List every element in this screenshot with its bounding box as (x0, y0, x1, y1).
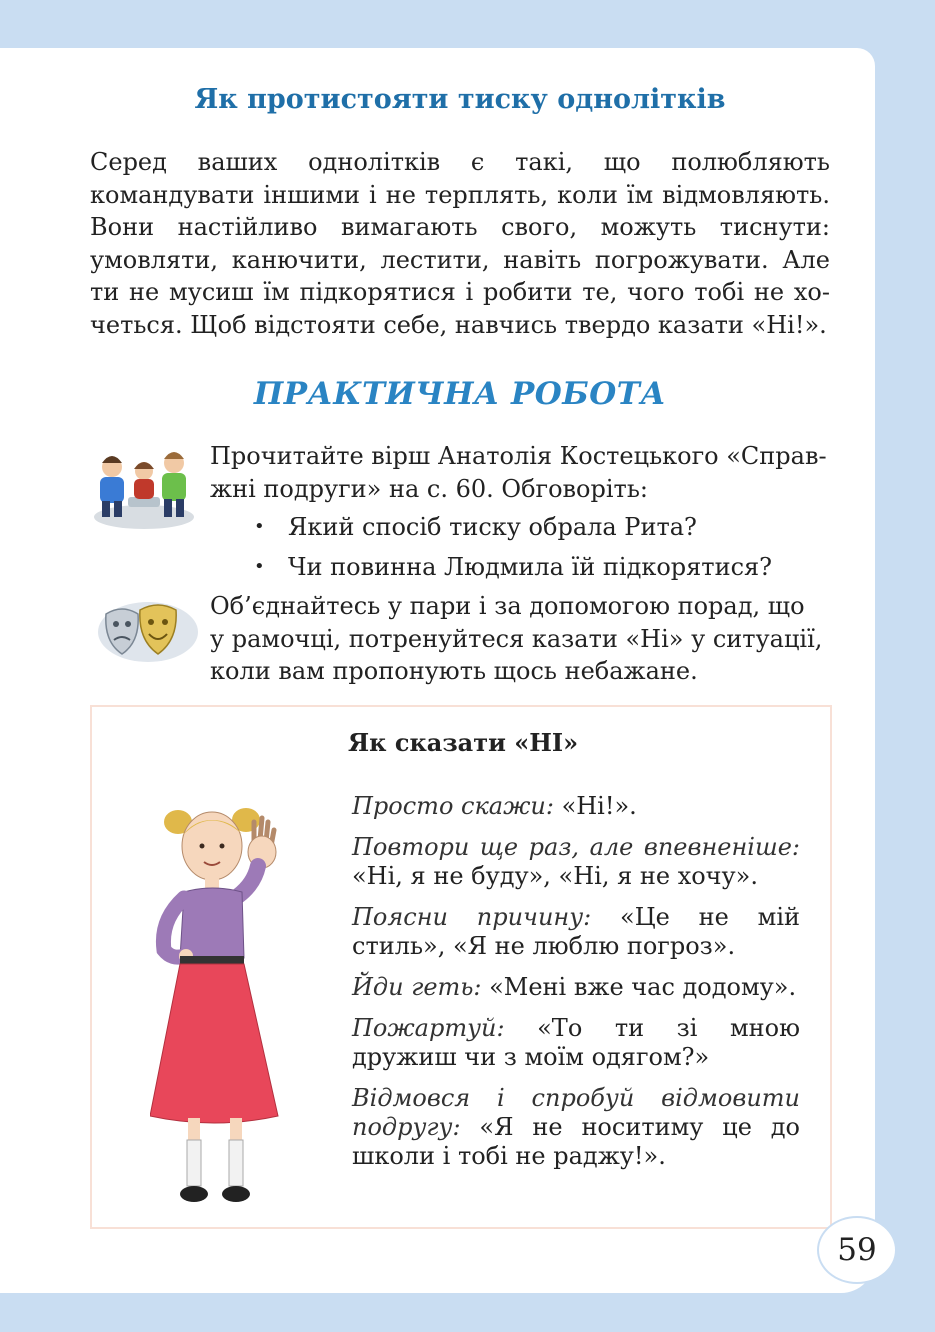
tip-line (352, 833, 800, 862)
task-line: у рамочці, потренуйтеся казати «Ні» у ситуації, (210, 624, 823, 653)
tip-label: Поясни причину: (352, 903, 592, 931)
task-discussion-text (210, 440, 830, 506)
tip-item (352, 792, 800, 821)
tip-text: «То ти зі мною (504, 1014, 800, 1042)
tip-line (352, 1142, 800, 1171)
intro-line: умовляти, канючити, лестити, навіть погрожувати. Але (90, 245, 830, 274)
tip-label: Пожартуй: (352, 1014, 505, 1042)
question-text: Який спосіб тиску обрала Рита? (288, 513, 697, 541)
question-text: Чи повинна Людмила їй підкорятися? (288, 553, 773, 581)
tip-text: «Мені вже час додому». (481, 973, 797, 1001)
bullet-icon: • (254, 556, 265, 577)
task-line: коли вам пропонують щось небажане. (210, 657, 698, 685)
tip-text: «Ні, я не буду», «Ні, я не хочу». (352, 862, 758, 890)
tip-line (352, 932, 800, 961)
girl-illustration-icon (150, 800, 300, 1210)
tip-text: «Ні!». (553, 792, 637, 820)
intro-line: Серед ваших однолітків є такі, що полюбляють (90, 148, 830, 176)
tip-label: Повтори ще раз, але впевненіше: (352, 833, 800, 861)
tip-line (352, 1014, 800, 1043)
tip-text: «Я не носитиму це до (460, 1113, 800, 1141)
tip-item (352, 903, 800, 961)
tips-frame-title: Як сказати «НІ» (348, 728, 579, 757)
task-pair-practice-text (210, 590, 830, 688)
tip-item (352, 1014, 800, 1072)
tip-line (352, 1043, 800, 1072)
tip-text: стиль», «Я не люблю погроз». (352, 932, 736, 960)
task-line: жні подруги» на с. 60. Обговоріть: (210, 475, 648, 503)
tip-label: подругу: (352, 1113, 461, 1141)
tip-label: Відмовся і спробуй відмовити (352, 1084, 800, 1112)
page-number-badge (819, 1218, 895, 1282)
practical-work-heading: ПРАКТИЧНА РОБОТА (253, 376, 667, 412)
tip-item (352, 973, 800, 1002)
tip-text: школи і тобі не раджу!». (352, 1142, 666, 1170)
theatre-masks-icon (92, 596, 200, 668)
tip-line (352, 792, 800, 821)
tip-line (352, 973, 800, 1002)
tip-item (352, 833, 800, 891)
question-list (250, 507, 772, 587)
tips-list (352, 792, 800, 1183)
intro-line: Вони настійливо вимагають свого, можуть тиснути: (90, 213, 830, 241)
tip-line (352, 1113, 800, 1142)
tip-label: Просто скажи: (352, 792, 554, 820)
tip-label: Йди геть: (352, 973, 482, 1001)
tip-text: «Це не мій (591, 903, 800, 931)
intro-line: командувати іншими і не терплять, коли їм відмовляють. (90, 180, 830, 209)
bullet-icon: • (254, 516, 265, 537)
tip-line (352, 903, 800, 932)
list-item (250, 507, 772, 547)
group-discussion-icon (88, 445, 200, 531)
task-line: Об’єднайтесь у пари і за допомогою порад, що (210, 592, 805, 620)
list-item (250, 547, 772, 587)
intro-paragraph (90, 146, 830, 341)
page-number: 59 (837, 1232, 877, 1268)
tip-line (352, 862, 800, 891)
tip-item (352, 1084, 800, 1171)
task-line: Прочитайте вірш Анатолія Костецького «Справ- (210, 442, 827, 470)
intro-line: четься. Щоб відстояти себе, навчись твердо казати «Ні!». (90, 310, 827, 339)
page-title: Як протистояти тиску однолітків (194, 84, 726, 115)
intro-line: ти не мусиш їм підкорятися і робити те, чого тобі не хо- (90, 278, 830, 306)
tip-line (352, 1084, 800, 1113)
tip-text: дружиш чи з моїм одягом?» (352, 1043, 710, 1071)
